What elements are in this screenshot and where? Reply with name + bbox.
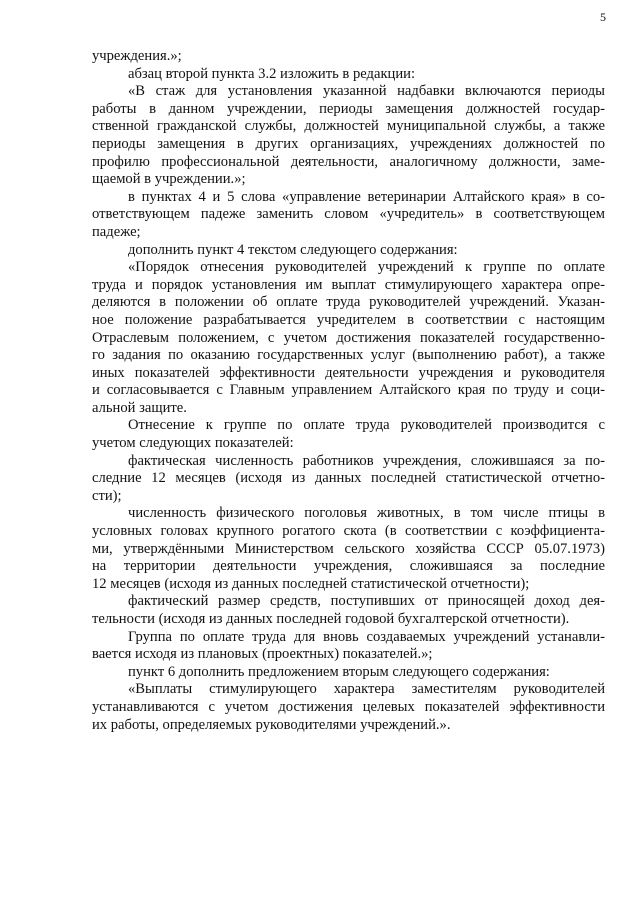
text-line: «Выплаты стимулирующего характера заместителям руководителей: [128, 681, 605, 698]
page-number: 5: [600, 10, 606, 24]
text-line: профилю профессиональной деятельности, аналогичному должности, заме-: [92, 153, 605, 170]
text-line: ответствующем падеже заменить словом «учредитель» в соответствующем: [92, 206, 605, 223]
text-line: периоды замещения в других организациях, учреждениях должностей по: [92, 135, 605, 152]
text-line: их работы, определяемых руководителями учреждений.».: [92, 716, 451, 733]
text-line: 12 месяцев (исходя из данных последней статистической отчетности);: [92, 575, 530, 592]
text-line: иных показателей эффективности деятельности учреждения и руководителя: [92, 364, 605, 381]
text-line: условных головах крупного рогатого скота (в соответствии с коэффициента-: [92, 523, 605, 540]
text-line: учреждения.»;: [92, 48, 182, 64]
text-line: фактический размер средств, поступивших от приносящей доход дея-: [128, 593, 605, 610]
text-line: фактическая численность работников учреждения, сложившаяся за по-: [128, 452, 605, 469]
text-line: численность физического поголовья животных, в том числе птицы в: [128, 505, 605, 522]
text-line: щаемой в учреждении.»;: [92, 171, 246, 188]
text-line: ственной гражданской службы, должностей муниципальной службы, а также: [92, 118, 605, 135]
text-line: «В стаж для установления указанной надбавки включаются периоды: [128, 83, 605, 100]
text-line: следние 12 месяцев (исходя из данных последней статистической отчетно-: [92, 470, 605, 487]
text-line: ми, утверждёнными Министерством сельского хозяйства СССР 05.07.1973): [92, 540, 605, 557]
text-line: деляются в положении об оплате труда руководителей учреждений. Указан-: [92, 294, 605, 311]
text-line: ное положение разрабатывается учредителем в соответствии с настоящим: [92, 311, 605, 328]
document-body: [92, 48, 605, 734]
text-line: тельности (исходя из данных последней годовой бухгалтерской отчетности).: [92, 611, 570, 627]
text-line: вается исходя из плановых (проектных) показателей.»;: [92, 646, 433, 663]
text-line: устанавливаются с учетом достижения целевых показателей эффективности: [92, 698, 605, 715]
text-line: труда и порядок установления им выплат стимулирующего характера опре-: [92, 276, 605, 293]
text-line: абзац второй пункта 3.2 изложить в редакции:: [128, 65, 416, 82]
text-line: го задания по оказанию государственных услуг (выполнению работ), а также: [92, 347, 605, 364]
text-line: дополнить пункт 4 текстом следующего содержания:: [128, 241, 458, 258]
text-line: на территории деятельности учреждения, сложившаяся за последние: [92, 558, 605, 575]
text-line: в пунктах 4 и 5 слова «управление ветеринарии Алтайского края» в со-: [128, 188, 605, 205]
text-line: Отраслевым положением, с учетом достижения показателей государственно-: [92, 329, 605, 346]
text-line: Отнесение к группе по оплате труда руководителей производится с: [128, 417, 605, 434]
text-line: Группа по оплате труда для вновь создаваемых учреждений устанавли-: [128, 628, 605, 645]
text-line: альной защите.: [92, 399, 187, 416]
text-line: пункт 6 дополнить предложением вторым следующего содержания:: [128, 663, 550, 680]
text-line: «Порядок отнесения руководителей учреждений к группе по оплате: [128, 259, 605, 276]
text-line: работы в данном учреждении, периоды замещения должностей государ-: [92, 100, 605, 117]
text-line: сти);: [92, 487, 122, 504]
text-line: падеже;: [92, 223, 141, 240]
text-line: и согласовывается с Главным управлением Алтайского края по труду и соци-: [92, 382, 605, 399]
text-line: учетом следующих показателей:: [92, 435, 294, 452]
